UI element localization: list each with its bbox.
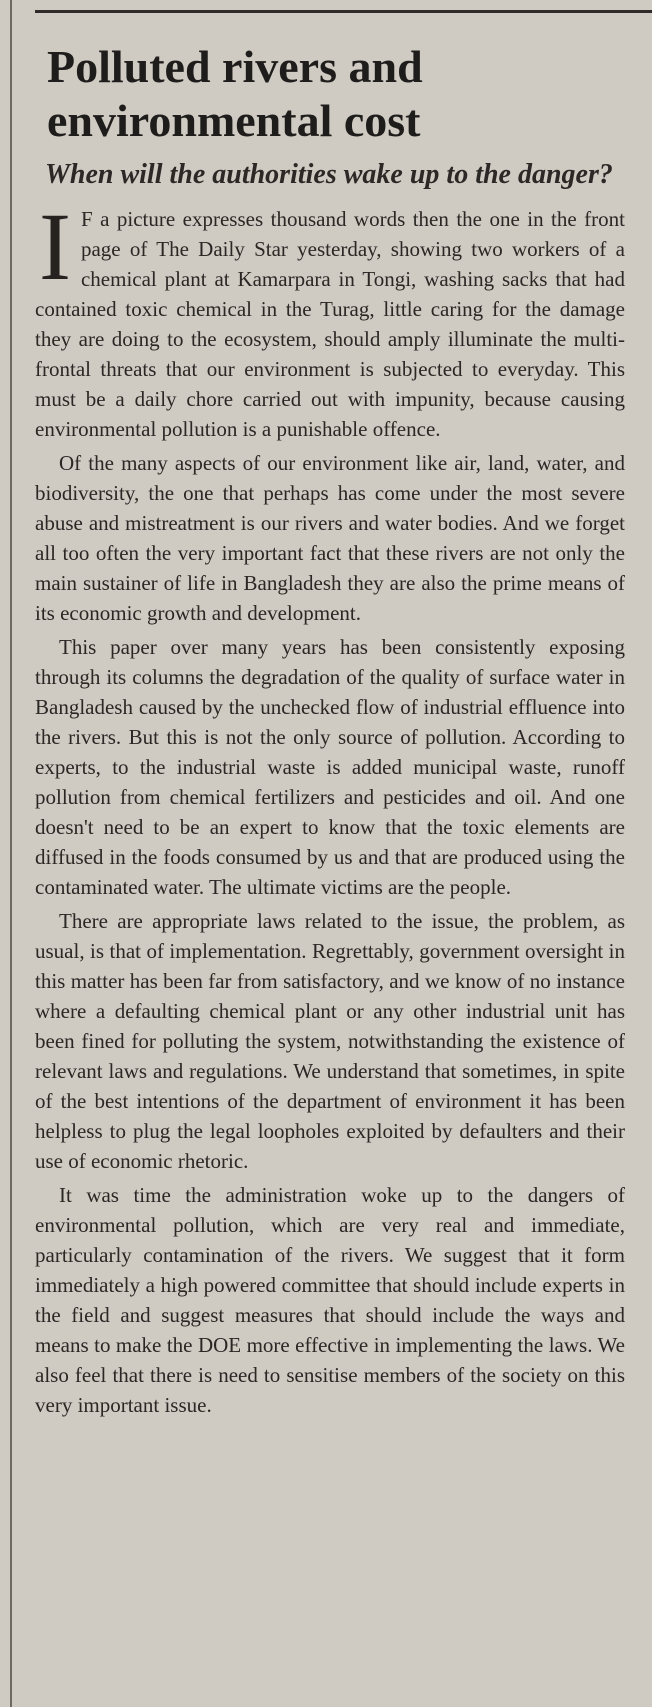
paragraph-2: Of the many aspects of our environment like air, land, water, and biodiversity, the one that perhaps has come under the most severe abuse and mistreatment is our rivers and water bodies. And we forget all too often the very important fact that these rivers are not only the main sustainer of life in Bangladesh they are also the prime means of its economic growth and development. (35, 451, 625, 625)
headline: Polluted rivers and environmental cost (47, 41, 423, 146)
paragraph-3: This paper over many years has been consistently exposing through its columns the degradation of the quality of surface water in Bangladesh caused by the unchecked flow of industrial effluence into the rivers. But this is not the only source of pollution. According to experts, to the industrial waste is added municipal waste, runoff pollution from chemical fertilizers and pesticides and oil. And one doesn't need to be an expert to know that the toxic elements are diffused in the foods consumed by us and that are produced using the contaminated water. The ultimate victims are the people. (35, 635, 625, 899)
column-divider-rule (10, 0, 12, 1707)
article-body (35, 193, 625, 1420)
paragraph-5: It was time the administration woke up to the dangers of environmental pollution, which are very real and immediate, particularly contamination of the rivers. We suggest that it form immediately a high powered committee that should include experts in the field and suggest measures that should include the ways and means to make the DOE more effective in implementing the laws. We also feel that there is need to sensitise members of the society on this very important issue. (35, 1183, 625, 1417)
top-rule (35, 10, 652, 13)
paragraph-1 (35, 193, 625, 444)
paragraph-1-text: F a picture expresses thousand words then the one in the front page of The Daily Star yesterday, showing two workers of a chemical plant at Kamarpara in Tongi, washing sacks that had contained toxic chemical in the Turag, little caring for the damage they are doing to the ecosystem, should amply illuminate the multi-frontal threats that our environment is subjected to everyday. This must be a daily chore carried out with impunity, because causing environmental pollution is a punishable offence. (35, 207, 625, 441)
editorial-article (35, 40, 625, 1424)
paragraph-4: There are appropriate laws related to the issue, the problem, as usual, is that of implementation. Regrettably, government oversight in this matter has been far from satisfactory, and we know of no instance where a defaulting chemical plant or any other industrial unit has been fined for polluting the system, notwithstanding the existence of relevant laws and regulations. We understand that sometimes, in spite of the best intentions of the department of environment it has been helpless to plug the legal loopholes exploited by defaulters and their use of economic rhetoric. (35, 909, 625, 1173)
drop-cap: I (39, 193, 71, 300)
subheadline: When will the authorities wake up to the danger? (45, 159, 613, 190)
